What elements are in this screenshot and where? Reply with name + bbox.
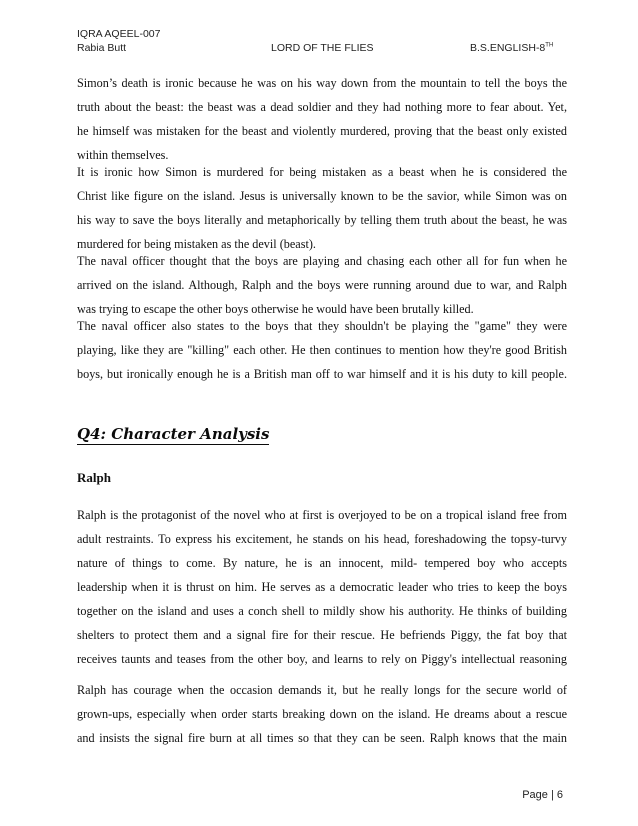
text-line: Simon’s death is ironic because he was on his way down from the mountain to tell the boys the [77, 76, 567, 90]
header-book-title: LORD OF THE FLIES [271, 42, 374, 54]
text-line: leadership when it is thrust on him. He serves as a democratic leader who tries to keep the boys [77, 580, 567, 594]
text-line: was trying to escape the other boys otherwise he would have been brutally killed. [77, 302, 474, 316]
header-class-text: B.S.ENGLISH-8 [470, 42, 546, 54]
header-class [470, 41, 553, 55]
text-line: playing, like they are "killing" each other. He then continues to mention how they're good British [77, 343, 567, 357]
subheading-ralph: Ralph [77, 470, 111, 485]
header-author-2: Rabia Butt [77, 42, 127, 54]
text-line: and insists the signal fire burn at all times so that they can be seen. Ralph knows that the main [77, 731, 567, 745]
text-line: murdered for being mistaken as the devil (beast). [77, 237, 316, 251]
text-line: grown-ups, especially when order starts breaking down on the island. He dreams about a rescue [77, 707, 567, 721]
section-heading [77, 425, 269, 443]
text-line: The naval officer thought that the boys are playing and chasing each other all for fun when he [77, 254, 567, 268]
text-line: Ralph is the protagonist of the novel who at first is overjoyed to be on a tropical island free from [77, 508, 567, 522]
text-line: receives taunts and teases from the other boy, and learns to rely on Piggy's intellectual reasoning [77, 652, 567, 666]
text-line: boys, but ironically enough he is a British man off to war himself and it is his duty to kill people. [77, 367, 567, 381]
text-line: The naval officer also states to the boys that they shouldn't be playing the "game" they were [77, 319, 567, 333]
text-line: Christ like figure on the island. Jesus is universally known to be the savior, while Simon was on [77, 189, 567, 203]
text-line: shelters to protect them and a signal fire for their rescue. He befriends Piggy, the fat boy that [77, 628, 567, 642]
text-line: he himself was mistaken for the beast and violently murdered, proving that the beast only existed [77, 124, 567, 138]
text-line: arrived on the island. Although, Ralph and the boys were running around due to war, and Ralph [77, 278, 567, 292]
text-line: nature of things to come. By nature, he is an innocent, mild- tempered boy who accepts [77, 556, 567, 570]
header-author-1: IQRA AQEEL-007 [77, 28, 161, 40]
section-heading-text: Q4: Character Analysis [77, 425, 270, 443]
page-number: Page | 6 [522, 789, 563, 801]
heading-underline [77, 444, 269, 445]
text-line: truth about the beast: the beast was a dead soldier and they had nothing more to fear about. Yet, [77, 100, 567, 114]
header-class-superscript: TH [545, 42, 554, 49]
text-line: It is ironic how Simon is murdered for being mistaken as a beast when he is considered the [77, 165, 567, 179]
text-line: Ralph has courage when the occasion demands it, but he really longs for the secure world of [77, 683, 567, 697]
text-line: within themselves. [77, 148, 169, 162]
text-line: together on the island and uses a conch shell to mildly show his authority. He thinks of building [77, 604, 567, 618]
text-line: his way to save the boys literally and metaphorically by telling them truth about the beast, he was [77, 213, 567, 227]
text-line: adult restraints. To express his excitement, he stands on his head, foreshadowing the topsy-turvy [77, 532, 567, 546]
